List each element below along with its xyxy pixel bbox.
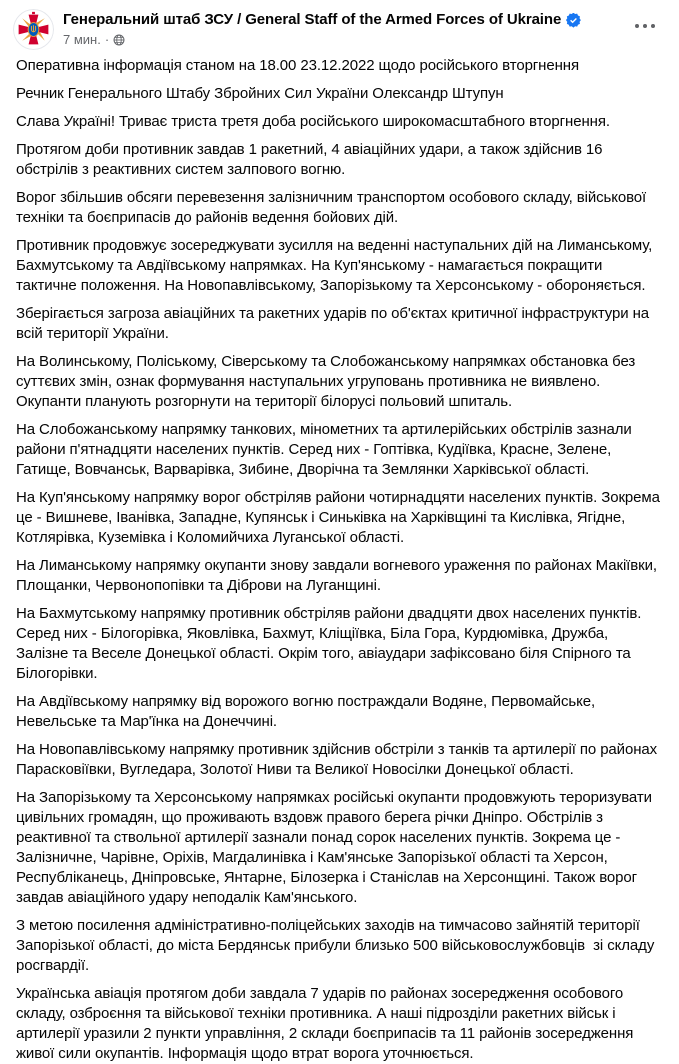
meta-separator: · [104,32,110,47]
post-header [0,0,679,52]
post-paragraph: На Авдіївському напрямку від ворожого вогню постраждали Водяне, Первомайське, Невельське та Мар'їнка на Донеччині. [16,693,600,730]
post-paragraph: Речник Генерального Штабу Збройних Сил України Олександр Штупун [16,85,504,102]
post-paragraph: На Бахмутському напрямку противник обстріляв райони двадцяти двох населених пунктів. Серед них - Білогорівка, Яковлівка, Бахмут, Кліщіївка, Біла Гора, Курдюмівка, Дружба, Залізне та Веселе Донецької області. Окрім того, авіаудари зафіксовано біля Спірного та Білогорівки. [16,605,646,682]
page-avatar[interactable] [13,9,54,50]
post-text [0,52,679,1064]
post-paragraph: Зберігається загроза авіаційних та ракетних ударів по об'єктах критичної інфраструктури на всій території України. [16,305,654,342]
emblem-shield-icon [28,23,39,37]
post-paragraph: На Лиманському напрямку окупанти знову завдали вогневого ураження по районах Макіївки, Площанки, Червонопопівки та Діброви на Луганщині. [16,557,661,594]
post-paragraph: На Куп'янському напрямку ворог обстріляв райони чотирнадцяти населених пунктів. Зокрема це - Вишневе, Іванівка, Западне, Купянськ і Синьківка на Харківщині та Кислівка, Ягідне, Котлярівка, Куземівка і Коломийчиха Луганської області. [16,489,664,546]
timestamp-link[interactable]: 7 мин. [63,32,101,47]
post-paragraph: Противник продовжує зосереджувати зусилля на веденні наступальних дій на Лиманському, Бахмутському та Авдіївському напрямках. На Куп'янському - намагається покращити тактичне положення. На Новопавлівському, Запорізькому та Херсонському - обороняється. [16,237,657,294]
post-paragraph: Слава Україні! Триває триста третя доба російського широкомасштабного вторгнення. [16,113,610,130]
page-name-row [63,10,663,30]
page-name-link[interactable]: Генеральний штаб ЗСУ / General Staff of the Armed Forces of Ukraine [63,11,562,28]
more-options-button[interactable] [629,14,661,38]
post-meta-row [63,32,663,48]
post-paragraph: Оперативна інформація станом на 18.00 23.12.2022 щодо російського вторгнення [16,57,579,74]
post-paragraph: На Новопавлівському напрямку противник здійснив обстріли з танків та артилерії по районах Парасковіївки, Вугледара, Золотої Ниви та Великої Новосілки Донецької області. [16,741,662,778]
post-paragraph: Протягом доби противник завдав 1 ракетний, 4 авіаційних удари, а також здійснив 16 обстрілів з реактивних систем залпового вогню. [16,141,607,178]
post-paragraph: На Слобожанському напрямку танкових, мінометних та артилерійських обстрілів зазнали райони п'ятнадцяти населених пунктів. Серед них - Гоптівка, Кудіївка, Красне, Зелене, Гатище, Вовчанськ, Варварівка, Зибине, Дворічна та Землянки Харківської області. [16,421,636,478]
post-paragraph: З метою посилення адміністративно-поліцейських заходів на тимчасово зайнятій території Запорізької області, до міста Бердянськ прибули близько 500 військовослужбовців зі складу росгвардії. [16,917,659,974]
post-paragraph: Українська авіація протягом доби завдала 7 ударів по районах зосередження особового складу, озброєння та військової техніки противника. А наші підрозділи ракетних військ і артилерії уразили 2 пункти управління, 2 склади боєприпасів та 11 районів зосередження живої сили окупантів. Інформація щодо втрат ворога уточнюється. [16,985,638,1062]
post-paragraph: На Запорізькому та Херсонському напрямках російські окупанти продовжують тероризувати цивільних громадян, що проживають вздовж правого берега річки Дніпро. Обстрілів з реактивної та ствольної артилерії зазнали понад сорок населених пунктів. Зокрема це - Залізничне, Чарівне, Оріхів, Магдалинівка і Кам'янське Запорізької області та Херсон, Республіканець, Дніпровське, Янтарне, Білозерка і Станіслав на Херсонщині. Також ворог завдав авіаційного удару неподалік Кам'янського. [16,789,656,906]
globe-icon [113,34,125,46]
verified-badge-icon [566,13,581,28]
post-paragraph: Ворог збільшив обсяги перевезення залізничним транспортом особового складу, військової техніки та боєприпасів до районів ведення бойових дій. [16,189,651,226]
header-info [63,9,663,48]
post-paragraph: На Волинському, Поліському, Сіверському та Слобожанському напрямках обстановка без суттєвих змін, ознак формування наступальних угруповань противника не виявлено. Окупанти планують розгорнути на території білорусі польовий шпиталь. [16,353,640,410]
ellipsis-icon [635,24,655,28]
